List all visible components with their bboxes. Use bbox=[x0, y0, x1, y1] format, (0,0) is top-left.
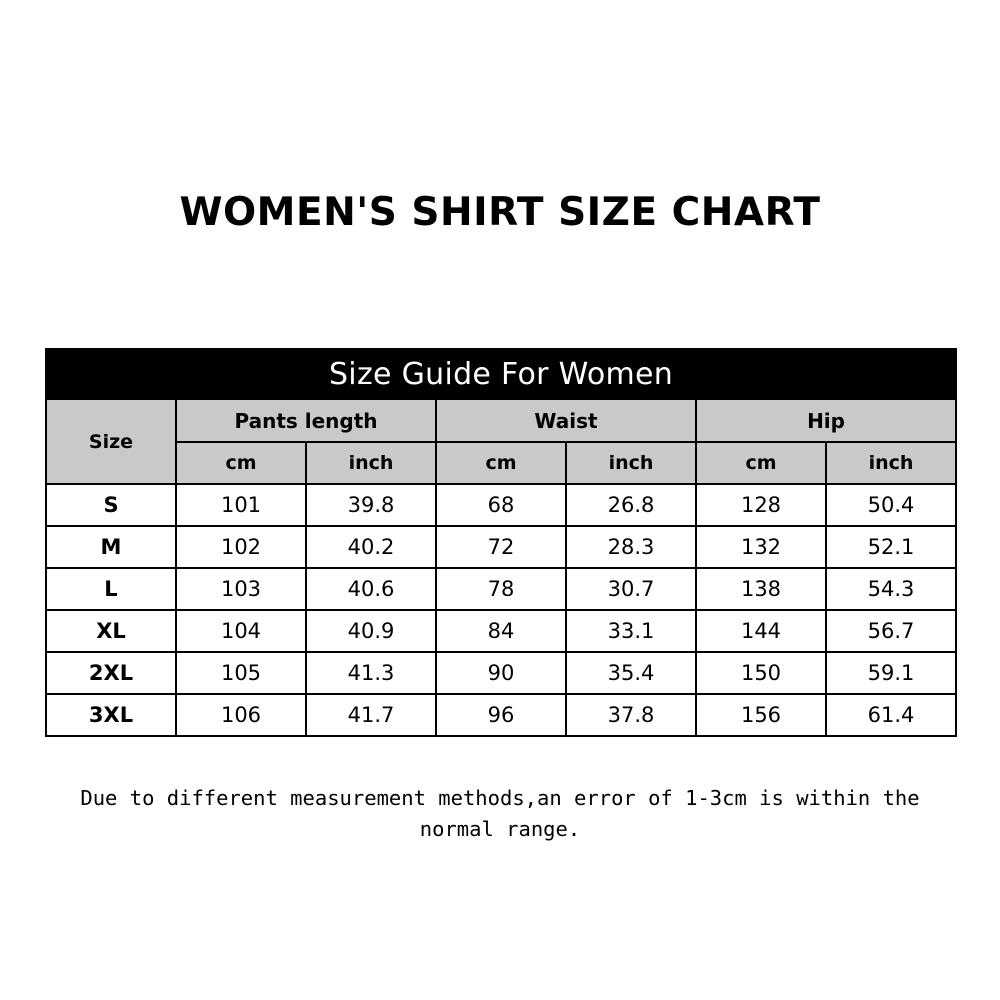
cell-hip-cm: 144 bbox=[696, 610, 826, 652]
cell-pants-cm: 104 bbox=[176, 610, 306, 652]
cell-pants-inch: 40.2 bbox=[306, 526, 436, 568]
size-guide-table bbox=[45, 348, 957, 737]
cell-pants-cm: 101 bbox=[176, 484, 306, 526]
table-row bbox=[46, 610, 956, 652]
cell-waist-cm: 96 bbox=[436, 694, 566, 736]
cell-hip-inch: 56.7 bbox=[826, 610, 956, 652]
table-unit-header-row bbox=[46, 442, 956, 484]
cell-waist-inch: 26.8 bbox=[566, 484, 696, 526]
cell-size: M bbox=[46, 526, 176, 568]
cell-pants-inch: 40.9 bbox=[306, 610, 436, 652]
cell-hip-inch: 52.1 bbox=[826, 526, 956, 568]
table-banner-row bbox=[46, 349, 956, 399]
table-row bbox=[46, 568, 956, 610]
header-pants-inch: inch bbox=[306, 442, 436, 484]
table-row bbox=[46, 694, 956, 736]
cell-hip-cm: 138 bbox=[696, 568, 826, 610]
cell-pants-cm: 102 bbox=[176, 526, 306, 568]
cell-pants-inch: 40.6 bbox=[306, 568, 436, 610]
cell-hip-inch: 61.4 bbox=[826, 694, 956, 736]
cell-pants-inch: 41.3 bbox=[306, 652, 436, 694]
header-waist-cm: cm bbox=[436, 442, 566, 484]
cell-size: 2XL bbox=[46, 652, 176, 694]
cell-waist-inch: 28.3 bbox=[566, 526, 696, 568]
page-title: WOMEN'S SHIRT SIZE CHART bbox=[179, 190, 821, 235]
measurement-note: Due to different measurement methods,an error of 1-3cm is within the normal range. bbox=[80, 786, 920, 841]
cell-pants-inch: 39.8 bbox=[306, 484, 436, 526]
cell-hip-cm: 156 bbox=[696, 694, 826, 736]
cell-waist-inch: 35.4 bbox=[566, 652, 696, 694]
cell-hip-inch: 59.1 bbox=[826, 652, 956, 694]
cell-hip-cm: 150 bbox=[696, 652, 826, 694]
cell-pants-cm: 106 bbox=[176, 694, 306, 736]
header-waist: Waist bbox=[436, 399, 696, 442]
header-hip: Hip bbox=[696, 399, 956, 442]
header-hip-inch: inch bbox=[826, 442, 956, 484]
cell-pants-cm: 105 bbox=[176, 652, 306, 694]
cell-size: 3XL bbox=[46, 694, 176, 736]
cell-pants-inch: 41.7 bbox=[306, 694, 436, 736]
table-group-header-row bbox=[46, 399, 956, 442]
cell-waist-cm: 90 bbox=[436, 652, 566, 694]
cell-waist-cm: 84 bbox=[436, 610, 566, 652]
cell-hip-inch: 54.3 bbox=[826, 568, 956, 610]
cell-waist-inch: 37.8 bbox=[566, 694, 696, 736]
header-size: Size bbox=[46, 399, 176, 484]
table-row bbox=[46, 484, 956, 526]
cell-hip-cm: 132 bbox=[696, 526, 826, 568]
cell-waist-inch: 33.1 bbox=[566, 610, 696, 652]
cell-waist-cm: 72 bbox=[436, 526, 566, 568]
cell-size: S bbox=[46, 484, 176, 526]
header-waist-inch: inch bbox=[566, 442, 696, 484]
header-pants-length: Pants length bbox=[176, 399, 436, 442]
table-row bbox=[46, 652, 956, 694]
table-row bbox=[46, 526, 956, 568]
table-banner: Size Guide For Women bbox=[46, 349, 956, 399]
cell-hip-cm: 128 bbox=[696, 484, 826, 526]
header-pants-cm: cm bbox=[176, 442, 306, 484]
cell-waist-inch: 30.7 bbox=[566, 568, 696, 610]
cell-size: XL bbox=[46, 610, 176, 652]
cell-size: L bbox=[46, 568, 176, 610]
cell-pants-cm: 103 bbox=[176, 568, 306, 610]
header-hip-cm: cm bbox=[696, 442, 826, 484]
cell-waist-cm: 78 bbox=[436, 568, 566, 610]
cell-waist-cm: 68 bbox=[436, 484, 566, 526]
size-guide-table-container bbox=[45, 348, 955, 737]
cell-hip-inch: 50.4 bbox=[826, 484, 956, 526]
